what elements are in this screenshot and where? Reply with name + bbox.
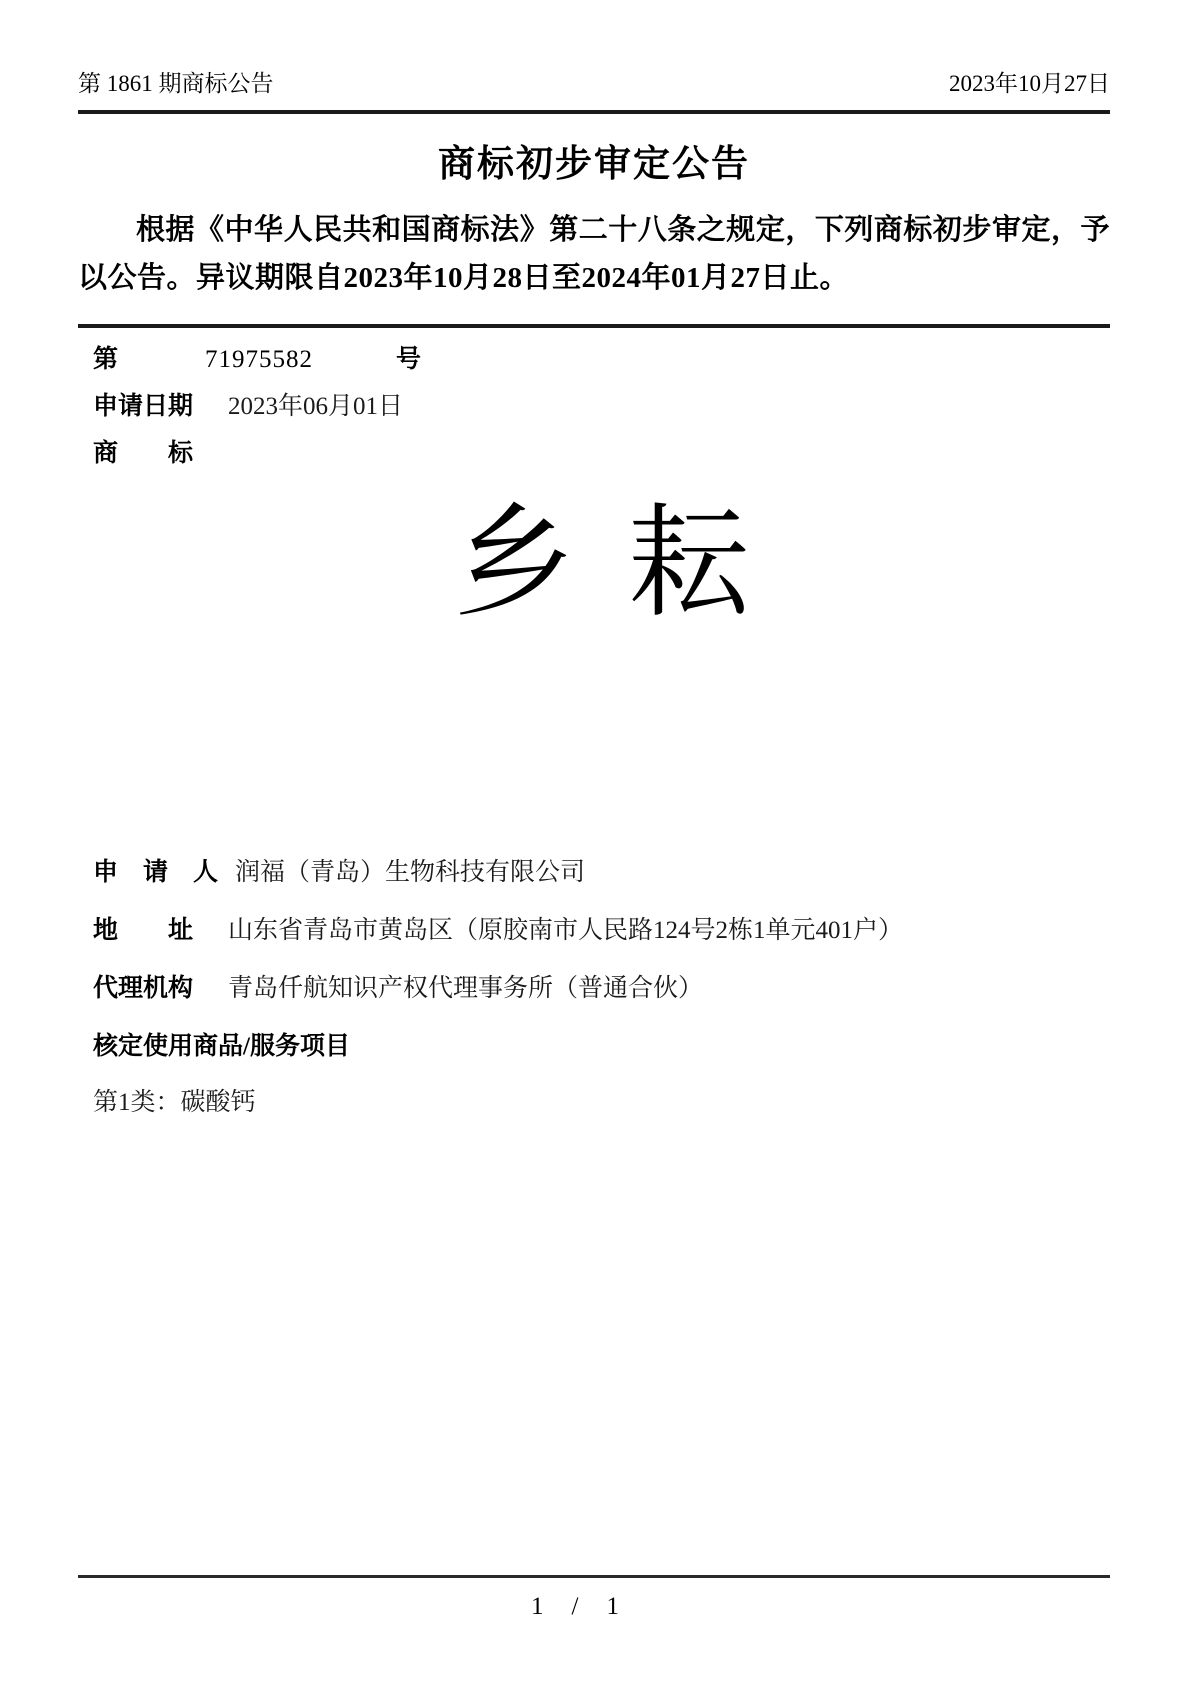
agent-value: 青岛仟航知识产权代理事务所（普通合伙） — [228, 975, 704, 1002]
gazette-date: 2023年10月27日 — [949, 71, 1110, 96]
page-title: 商标初步审定公告 — [438, 144, 750, 185]
trademark-text: 乡 耘 — [453, 497, 750, 632]
address-value: 山东省青岛市黄岛区（原胶南市人民路124号2栋1单元401户） — [228, 917, 904, 944]
address-label: 地 址 — [93, 917, 194, 944]
registration-number: 71975582 — [205, 346, 314, 373]
trademark-label: 商 标 — [93, 440, 194, 467]
intro-paragraph: 根据《中华人民共和国商标法》第二十八条之规定，下列商标初步审定，予以公告。异议期限自2023年10月28日至2024年01月27日止。 — [78, 214, 1110, 294]
application-date-label: 申请日期 — [93, 393, 194, 420]
page-number — [0, 1591, 1150, 1623]
application-date-row — [93, 391, 1110, 423]
applicant-value: 润福（青岛）生物科技有限公司 — [235, 859, 586, 886]
trademark-image-area — [93, 485, 1110, 645]
trademark-record — [78, 344, 1110, 1119]
header-divider — [78, 110, 1110, 114]
page-number-total: 1 — [606, 1593, 619, 1620]
footer-divider — [78, 1575, 1110, 1578]
application-date-value: 2023年06月01日 — [228, 393, 404, 420]
registration-number-row — [93, 344, 1110, 376]
goods-services-header: 核定使用商品/服务项目 — [93, 1033, 350, 1060]
applicant-label: 申 请 人 — [93, 859, 219, 886]
agent-row — [93, 973, 1110, 1005]
page-number-separator: / — [571, 1593, 579, 1620]
registration-number-suffix: 号 — [396, 346, 422, 373]
document-header — [78, 0, 1110, 98]
page-number-current: 1 — [531, 1593, 544, 1620]
registration-number-prefix: 第 — [93, 346, 119, 373]
goods-class-item: 第1类：碳酸钙 — [93, 1089, 256, 1116]
gazette-issue-label: 第 1861 期商标公告 — [78, 71, 274, 96]
section-divider — [78, 324, 1110, 328]
address-row — [93, 915, 1110, 947]
agent-label: 代理机构 — [93, 975, 194, 1002]
applicant-row — [93, 857, 1110, 889]
trademark-label-row — [93, 438, 1110, 470]
